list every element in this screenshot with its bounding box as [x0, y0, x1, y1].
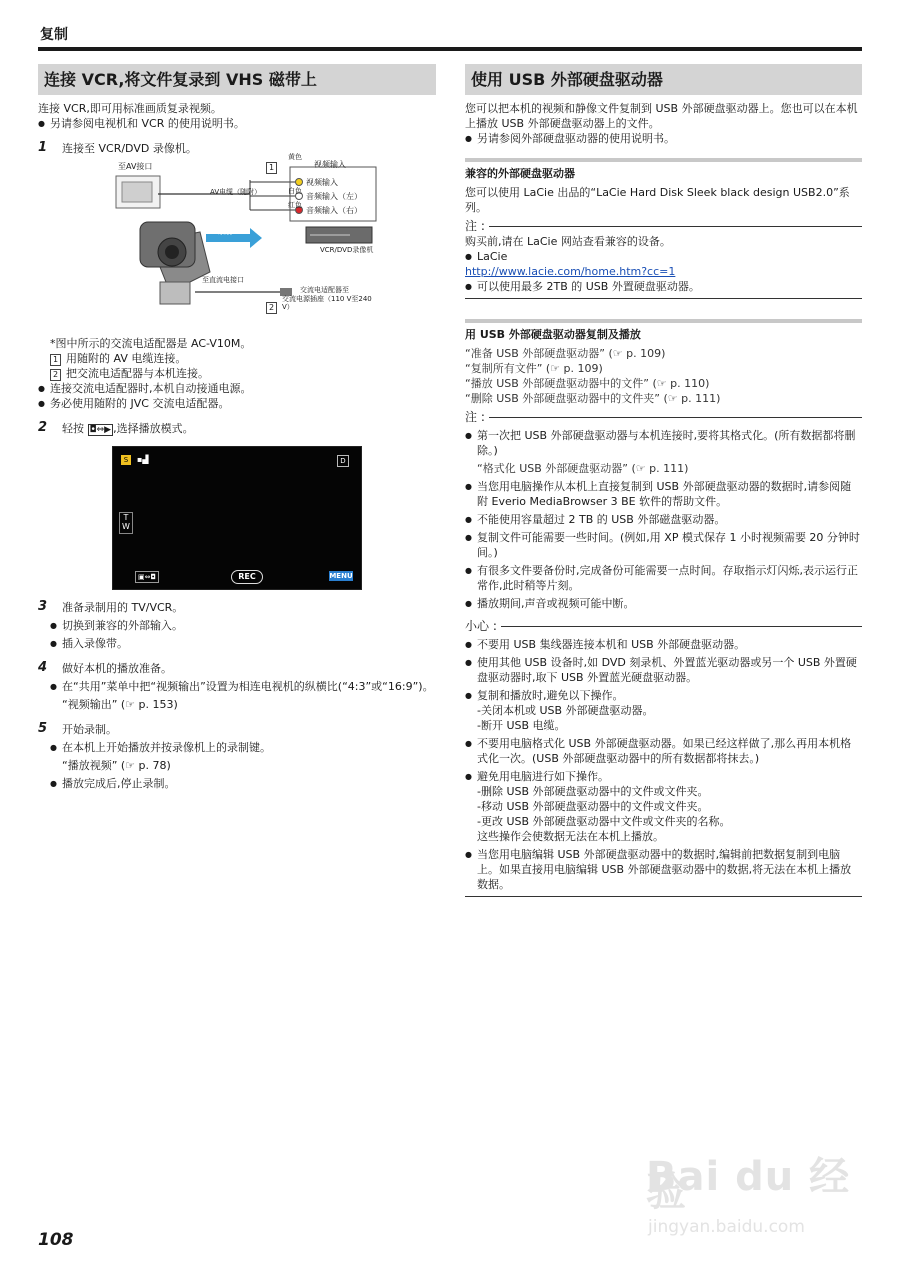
format-ref[interactable]: “格式化 USB 外部硬盘驱动器” (☞ p. 111) [477, 462, 689, 475]
diagram-dc-port-label: 至直流电接口 [202, 276, 244, 284]
step3-b2: ● 插入录像带。 [38, 636, 436, 651]
step-2 [38, 421, 436, 438]
right-column [465, 64, 862, 897]
left-section-title: 连接 VCR,将文件复录到 VHS 磁带上 [38, 64, 436, 95]
copy-note-1: ● 第一次把 USB 外部硬盘驱动器与本机连接时,要将其格式化。(所有数据都将删除。) [465, 428, 862, 458]
menu-button[interactable]: MENU [329, 572, 353, 580]
step3-b1: ● 切换到兼容的外部输入。 [38, 618, 436, 633]
diagram-white-label: 白色 [288, 187, 302, 195]
step1-bullet2: ● 务必使用随附的 JVC 交流电适配器。 [38, 396, 436, 411]
connection-diagram [110, 153, 380, 332]
diagram-red-label: 红色 [288, 201, 302, 209]
caution-5: ● 避免用电脑进行如下操作。 [465, 769, 862, 784]
step-5 [38, 722, 436, 737]
step2-text-b: ,选择播放模式。 [113, 422, 194, 435]
caution-label: 小心 : [465, 619, 497, 633]
d-icon: D [337, 455, 349, 467]
caution-5-line-1: -删除 USB 外部硬盘驱动器中的文件或文件夹。 [477, 785, 709, 798]
step-text: 开始录制。 [62, 723, 117, 736]
compat-note-label: 注 : [465, 219, 485, 233]
diagram-ac-adapter-1: 交流电适配器至 [300, 286, 349, 294]
caution-1: ● 不要用 USB 集线器连接本机和 USB 外部硬盘驱动器。 [465, 637, 862, 652]
copy-note-3: ● 不能使用容量超过 2 TB 的 USB 外部磁盘驱动器。 [465, 512, 862, 527]
step-number: 3 [38, 599, 48, 614]
right-intro: 您可以把本机的视频和静像文件复制到 USB 外部硬盘驱动器上。您也可以在本机上播放 USB 外部硬盘驱动器上的文件。 [465, 102, 858, 130]
diagram-audio-r: 音频输入（右） [306, 206, 362, 215]
section-header: 复制 [40, 27, 68, 43]
box-2-label: 2 [50, 369, 61, 381]
copy-heading: 用 USB 外部硬盘驱动器复制及播放 [465, 319, 862, 342]
compat-note-divider [465, 219, 862, 234]
baidu-watermark [646, 1150, 856, 1250]
diagram-av-cable: AV电缆（随附） [210, 188, 262, 196]
right-intro-bullet: ● 另请参阅外部硬盘驱动器的使用说明书。 [465, 131, 862, 146]
caution-rule [501, 626, 862, 627]
step1-sub2 [38, 366, 436, 381]
caution-5-line-3: -更改 USB 外部硬盘驱动器中文件或文件夹的名称。 [477, 815, 731, 828]
note-rule [489, 417, 862, 418]
diagram-record-label: 录制 [218, 228, 232, 236]
copy-note-5: ● 有很多文件要备份时,完成备份可能需要一点时间。存取指示灯闪烁,表示运行正常作,此时稍等片刻。 [465, 563, 862, 593]
camera-mode-icon: ▪▟ [137, 455, 149, 464]
compat-end-rule [465, 298, 862, 299]
compat-lacie-bullet: ● LaCie [465, 249, 862, 264]
header-rule [38, 47, 862, 51]
step4-b1: ● 在“共用”菜单中把“视频输出”设置为相连电视机的纵横比(“4:3”或“16:9”)。 [38, 679, 436, 694]
zoom-t-label: T [123, 513, 129, 522]
step5-ref[interactable]: “播放视频” (☞ p. 78) [62, 759, 171, 772]
play-mode-key-icon: ◘⇔▶ [89, 425, 112, 435]
diagram-video-in: 视频输入 [306, 178, 338, 187]
step-number: 4 [38, 660, 48, 675]
watermark-logo-text: Bai du 经验 [646, 1154, 851, 1215]
zoom-w-label: W [122, 522, 130, 531]
caution-5-line-2: -移动 USB 外部硬盘驱动器中的文件或文件夹。 [477, 800, 709, 813]
caution-end-rule [465, 896, 862, 897]
copy-ref-prepare[interactable]: “准备 USB 外部硬盘驱动器” (☞ p. 109) [465, 347, 666, 360]
step1-sub2-text: 把交流电适配器与本机连接。 [66, 367, 209, 380]
step5-b1: ● 在本机上开始播放并按录像机上的录制键。 [38, 740, 436, 755]
compat-heading: 兼容的外部硬盘驱动器 [465, 158, 862, 181]
diagram-vcr-label: VCR/DVD录像机 [320, 246, 374, 254]
copy-ref-play[interactable]: “播放 USB 外部硬盘驱动器中的文件” (☞ p. 110) [465, 377, 710, 390]
step-number: 2 [38, 420, 48, 435]
compat-capacity-bullet: ● 可以使用最多 2TB 的 USB 外置硬盘驱动器。 [465, 279, 862, 294]
play-mode-button[interactable]: ▣⇔◘ [135, 571, 159, 583]
step-text: 连接至 VCR/DVD 录像机。 [62, 142, 197, 155]
caution-3-line-2: -断开 USB 电缆。 [477, 719, 566, 732]
zoom-tw-control[interactable] [119, 512, 133, 534]
caution-2: ● 使用其他 USB 设备时,如 DVD 刻录机、外置蓝光驱动器或另一个 USB 外置硬盘驱动器时,取下 USB 外置蓝光硬盘驱动器。 [465, 655, 862, 685]
compat-note-text: 购买前,请在 LaCie 网站查看兼容的设备。 [465, 235, 671, 248]
rec-button[interactable]: REC [231, 570, 263, 584]
step4-ref[interactable]: “视频输出” (☞ p. 153) [62, 698, 178, 711]
watermark-url: jingyan.baidu.com [648, 1217, 805, 1237]
step-text: 准备录制用的 TV/VCR。 [62, 601, 184, 614]
caution-5-line-4: 这些操作会使数据无法在本机上播放。 [477, 830, 664, 843]
camera-screen [112, 446, 362, 590]
copy-note-label: 注 : [465, 410, 485, 424]
diagram-box-1: 1 [266, 162, 277, 174]
compat-text: 您可以使用 LaCie 出品的“LaCie Hard Disk Sleek black design USB2.0”系列。 [465, 186, 850, 214]
step-number: 1 [38, 140, 48, 155]
diagram-ac-adapter-2: 交流电源插座（110 V至240 V） [282, 295, 372, 311]
copy-ref-copy-all[interactable]: “复制所有文件” (☞ p. 109) [465, 362, 603, 375]
diagram-audio-l: 音频输入（左） [306, 192, 362, 201]
box-1-label: 1 [50, 354, 61, 366]
left-column [38, 64, 436, 791]
step-text: 做好本机的播放准备。 [62, 662, 172, 675]
caution-divider [465, 619, 862, 634]
left-intro: 连接 VCR,即可用标准画质复录视频。 [38, 102, 222, 115]
copy-note-2: ● 当您用电脑操作从本机上直接复制到 USB 外部硬盘驱动器的数据时,请参阅随附 Everio MediaBrowser 3 BE 软件的帮助文件。 [465, 479, 862, 509]
right-section-title: 使用 USB 外部硬盘驱动器 [465, 64, 862, 95]
copy-note-6: ● 播放期间,声音或视频可能中断。 [465, 596, 862, 611]
diagram-box-2: 2 [266, 302, 277, 314]
step-number: 5 [38, 721, 48, 736]
caution-3-line-1: -关闭本机或 USB 外部硬盘驱动器。 [477, 704, 654, 717]
step-1 [38, 141, 436, 156]
left-intro-bullet: ● 另请参阅电视机和 VCR 的使用说明书。 [38, 116, 436, 131]
step2-text-a: 轻按 [62, 422, 84, 435]
step1-sub1 [38, 351, 436, 366]
step-4 [38, 661, 436, 676]
copy-ref-delete[interactable]: “删除 USB 外部硬盘驱动器中的文件夹” (☞ p. 111) [465, 392, 721, 405]
page-number: 108 [38, 1230, 74, 1250]
caution-4: ● 不要用电脑格式化 USB 外部硬盘驱动器。如果已经这样做了,那么再用本机格式化一次。(USB 外部硬盘驱动器中的所有数据都将抹去。) [465, 736, 862, 766]
step5-b2: ● 播放完成后,停止录制。 [38, 776, 436, 791]
copy-note-4: ● 复制文件可能需要一些时间。(例如,用 XP 模式保存 1 小时视频需要 20 分钟时间。) [465, 530, 862, 560]
step-3 [38, 600, 436, 615]
diagram-yellow-label: 黄色 [288, 153, 302, 161]
s-mode-icon: S [121, 455, 131, 465]
lacie-link[interactable]: http://www.lacie.com/home.htm?cc=1 [465, 265, 676, 278]
diagram-video-in-header: 视频输入 [314, 160, 346, 169]
diagram-av-port-label: 至AV接口 [118, 162, 153, 171]
step1-sub1-text: 用随附的 AV 电缆连接。 [66, 352, 187, 365]
step1-note: *图中所示的交流电适配器是 AC-V10M。 [50, 337, 252, 350]
caution-6: ● 当您用电脑编辑 USB 外部硬盘驱动器中的数据时,编辑前把数据复制到电脑上。如果直接用电脑编辑 USB 外部硬盘驱动器中的数据,将无法在本机上播放数据。 [465, 847, 862, 892]
copy-note-divider [465, 410, 862, 425]
caution-3: ● 复制和播放时,避免以下操作。 [465, 688, 862, 703]
step1-bullet1: ● 连接交流电适配器时,本机自动接通电源。 [38, 381, 436, 396]
note-rule [489, 226, 862, 227]
